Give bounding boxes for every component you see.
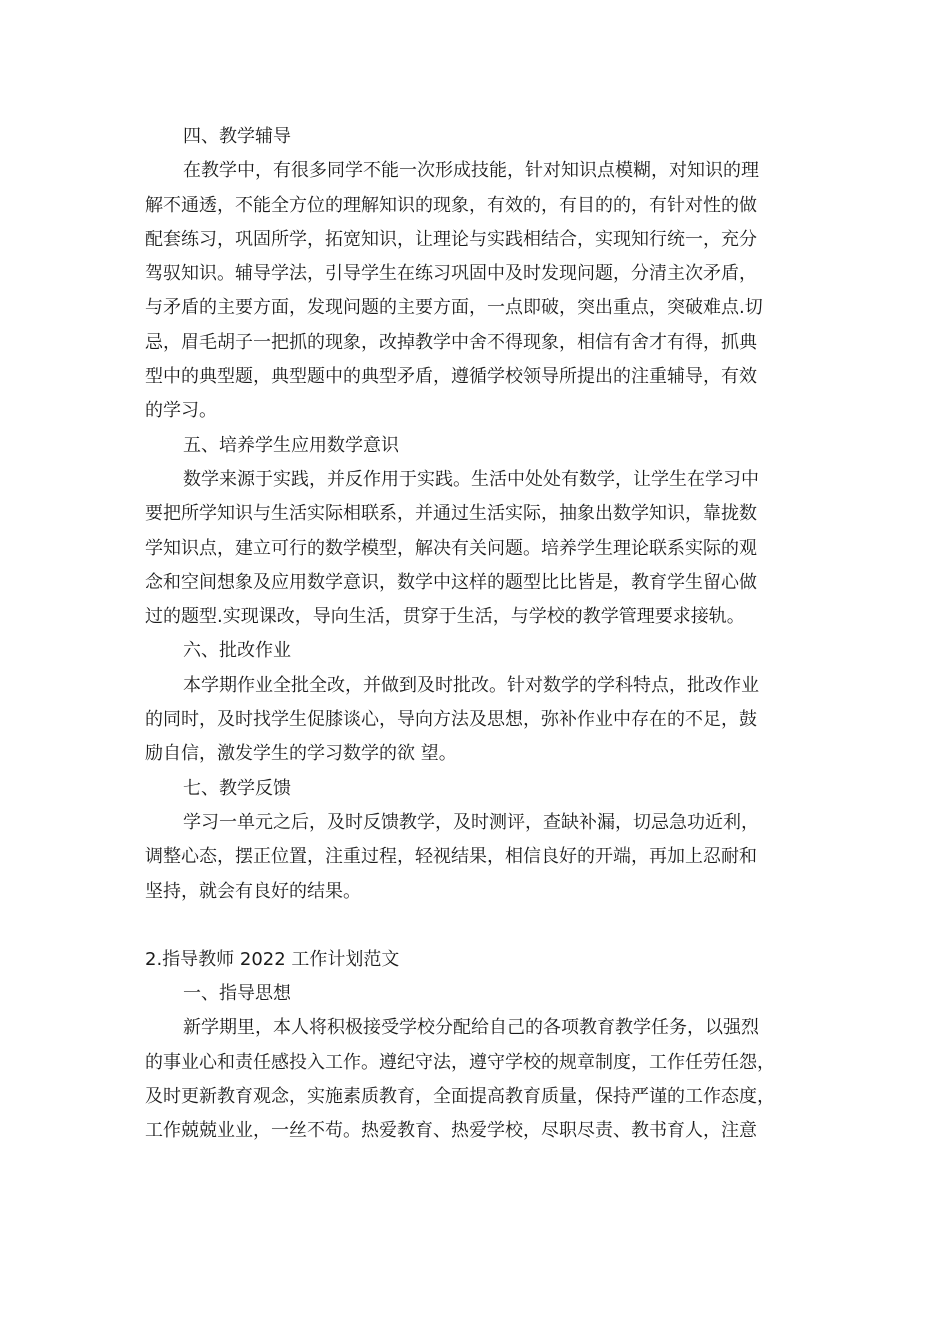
- paragraph-line: 调整心态，摆正位置，注重过程，轻视结果，相信良好的开端，再加上忍耐和: [145, 846, 757, 868]
- section-heading-guiding-ideology: 一、指导思想: [183, 983, 291, 1005]
- section-heading-math-awareness: 五、培养学生应用数学意识: [183, 434, 399, 456]
- paragraph-line: 过的题型.实现课改，导向生活，贯穿于生活，与学校的教学管理要求接轨。: [145, 606, 745, 628]
- paragraph-line: 要把所学知识与生活实际相联系，并通过生活实际，抽象出数学知识，靠拢数: [145, 503, 757, 525]
- paragraph-line: 本学期作业全批全改，并做到及时批改。针对数学的学科特点，批改作业: [183, 674, 759, 696]
- section-heading-grading-homework: 六、批改作业: [183, 640, 291, 662]
- paragraph-line: 与矛盾的主要方面，发现问题的主要方面，一点即破，突出重点，突破难点.切: [145, 297, 763, 319]
- paragraph-line: 在教学中，有很多同学不能一次形成技能，针对知识点模糊，对知识的理: [183, 160, 759, 182]
- section-heading-teaching-guidance: 四、教学辅导: [183, 126, 291, 147]
- paragraph-line: 学知识点，建立可行的数学模型，解决有关问题。培养学生理论联系实际的观: [145, 537, 757, 559]
- paragraph-line: 坚持，就会有良好的结果。: [145, 880, 361, 902]
- paragraph-line: 的事业心和责任感投入工作。遵纪守法，遵守学校的规章制度，工作任劳任怨，: [145, 1051, 775, 1073]
- section-spacer: [145, 909, 815, 943]
- paragraph-line: 学习一单元之后，及时反馈教学，及时测评，查缺补漏，切忌急功近利，: [183, 811, 759, 833]
- paragraph-line: 工作兢兢业业，一丝不苟。热爱教育、热爱学校，尽职尽责、教书育人，注意: [145, 1120, 757, 1142]
- paragraph-line: 忌，眉毛胡子一把抓的现象，改掉教学中舍不得现象，相信有舍才有得，抓典: [145, 331, 757, 353]
- paragraph-line: 配套练习，巩固所学，拓宽知识，让理论与实践相结合，实现知行统一，充分: [145, 228, 757, 250]
- paragraph-line: 解不通透，不能全方位的理解知识的现象，有效的，有目的的，有针对性的做: [145, 194, 757, 216]
- document-body: [145, 120, 815, 1149]
- paragraph-line: 的学习。: [145, 400, 217, 422]
- paragraph-line: 及时更新教育观念，实施素质教育，全面提高教育质量，保持严谨的工作态度，: [145, 1086, 775, 1108]
- paragraph-line: 型中的典型题，典型题中的典型矛盾，遵循学校领导所提出的注重辅导，有效: [145, 366, 757, 388]
- paragraph-line: 念和空间想象及应用数学意识，数学中这样的题型比比皆是，教育学生留心做: [145, 571, 757, 593]
- article-title: 2.指导教师 2022 工作计划范文: [145, 948, 400, 970]
- paragraph-line: 数学来源于实践，并反作用于实践。生活中处处有数学，让学生在学习中: [183, 468, 759, 490]
- paragraph-line: 励自信，激发学生的学习数学的欲 望。: [145, 743, 457, 765]
- section-heading-teaching-feedback: 七、教学反馈: [183, 777, 291, 799]
- paragraph-line: 的同时，及时找学生促膝谈心，导向方法及思想，弥补作业中存在的不足，鼓: [145, 709, 757, 731]
- paragraph-line: 新学期里，本人将积极接受学校分配给自己的各项教育教学任务，以强烈: [183, 1017, 759, 1039]
- paragraph-line: 驾驭知识。辅导学法，引导学生在练习巩固中及时发现问题，分清主次矛盾，: [145, 263, 757, 285]
